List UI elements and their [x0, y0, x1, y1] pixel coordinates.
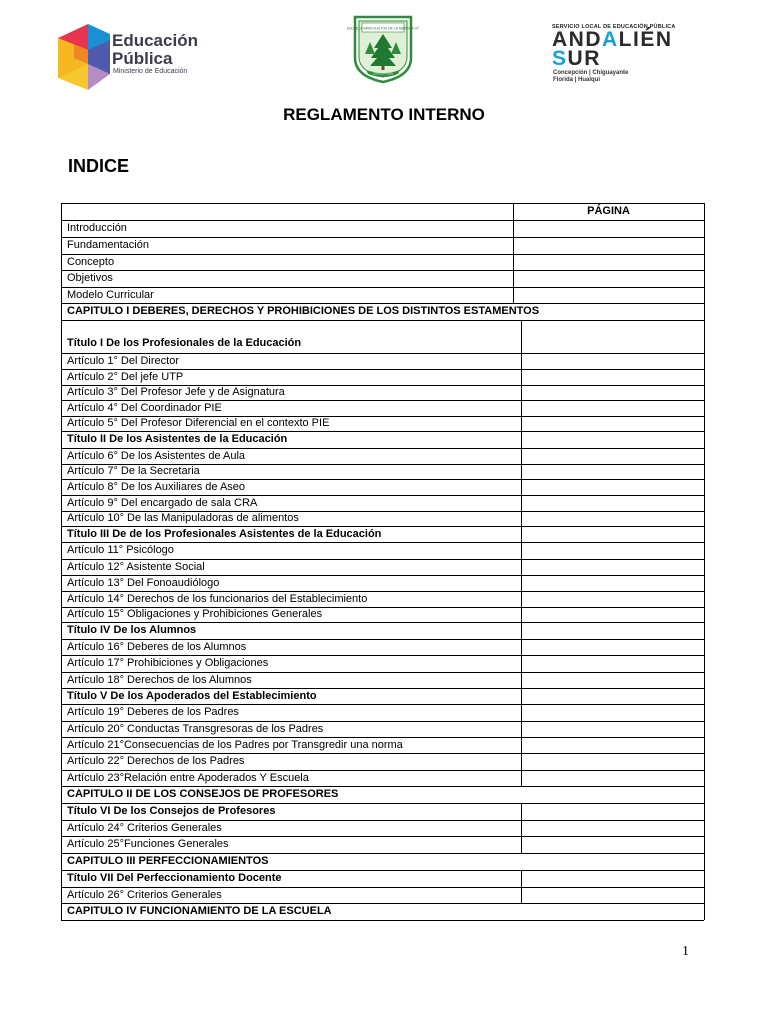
toc-entry: Artículo 7° De la Secretaria: [67, 465, 200, 477]
table-row-border: [61, 622, 704, 623]
table-column-divider: [521, 464, 522, 479]
toc-section-heading: Título III De de los Profesionales Asistentes de la Educación: [67, 528, 382, 540]
table-column-divider: [521, 737, 522, 753]
toc-entry: Artículo 11° Psicólogo: [67, 544, 174, 556]
toc-section-heading: Título IV De los Alumnos: [67, 624, 197, 636]
table-column-divider: [521, 542, 522, 559]
table-row-border: [61, 836, 704, 837]
table-row-border: [61, 870, 704, 871]
table-row-border: [61, 704, 704, 705]
toc-entry: Artículo 10° De las Manipuladoras de alimentos: [67, 512, 299, 524]
index-heading: INDICE: [68, 156, 130, 176]
table-row-border: [61, 303, 704, 304]
table-row-border: [61, 287, 704, 288]
table-column-divider: [521, 655, 522, 672]
table-row-border: [61, 237, 704, 238]
table-column-divider: [521, 836, 522, 853]
table-column-divider: [521, 559, 522, 575]
toc-entry: Artículo 23°Relación entre Apoderados Y Escuela: [67, 772, 309, 784]
toc-section-heading: Título VI De los Consejos de Profesores: [67, 805, 276, 817]
table-column-divider: [521, 887, 522, 903]
toc-entry: Concepto: [67, 256, 115, 268]
table-row-border: [61, 542, 704, 543]
toc-entry: Introducción: [67, 222, 127, 234]
table-column-divider: [521, 803, 522, 820]
toc-entry: Artículo 2° Del jefe UTP: [67, 371, 184, 383]
toc-entry: Artículo 8° De los Auxiliares de Aseo: [67, 481, 246, 493]
toc-entry: Artículo 18° Derechos de los Alumnos: [67, 674, 252, 686]
table-column-divider: [521, 320, 522, 353]
table-column-divider: [521, 721, 522, 737]
table-row-border: [61, 369, 704, 370]
toc-entry: Artículo 19° Deberes de los Padres: [67, 706, 239, 718]
table-column-divider: [521, 511, 522, 526]
table-row-border: [61, 448, 704, 449]
table-row-border: [61, 803, 704, 804]
table-row-border: [61, 920, 704, 921]
toc-entry: Artículo 3° Del Profesor Jefe y de Asignatura: [67, 386, 285, 398]
table-column-divider: [521, 431, 522, 448]
table-column-divider: [521, 448, 522, 464]
toc-entry: Artículo 1° Del Director: [67, 355, 179, 367]
toc-section-heading: CAPITULO IV FUNCIONAMIENTO DE LA ESCUELA: [67, 905, 332, 917]
table-column-divider: [521, 385, 522, 400]
table-column-divider: [521, 870, 522, 887]
toc-entry: Artículo 15° Obligaciones y Prohibiciones Generales: [67, 608, 323, 620]
table-row-border: [61, 853, 704, 854]
table-column-divider: [521, 607, 522, 622]
table-column-divider: [521, 672, 522, 688]
table-column-divider: [521, 688, 522, 704]
toc-section-heading: CAPITULO II DE LOS CONSEJOS DE PROFESORES: [67, 788, 339, 800]
table-row-border: [61, 591, 704, 592]
toc-entry: Artículo 12° Asistente Social: [67, 561, 205, 573]
table-row-border: [61, 559, 704, 560]
educacion-publica-logo: [58, 24, 208, 90]
table-column-divider: [521, 575, 522, 591]
table-outer-border: [704, 203, 705, 920]
table-column-divider: [521, 369, 522, 385]
toc-entry: Artículo 26° Criterios Generales: [67, 889, 222, 901]
table-column-divider: [521, 770, 522, 786]
toc-section-heading: Título V De los Apoderados del Establecimiento: [67, 690, 317, 702]
table-row-border: [61, 203, 704, 204]
table-row-border: [61, 575, 704, 576]
table-column-divider: [521, 353, 522, 369]
table-column-divider: [521, 591, 522, 607]
table-row-border: [61, 786, 704, 787]
index-table: [61, 203, 704, 920]
crest-seal-text: ESCUELA BÁSICA ALTOS DE LA SIERRA F-N°: [346, 26, 420, 31]
table-row-border: [61, 320, 704, 321]
educacion-publica-mark-icon: [58, 24, 110, 90]
toc-entry: Artículo 4° Del Coordinador PIE: [67, 402, 222, 414]
toc-entry: Artículo 21°Consecuencias de los Padres por Transgredir una norma: [67, 739, 403, 751]
table-column-divider: [513, 220, 514, 237]
table-column-divider: [513, 237, 514, 254]
toc-section-heading: Título II De los Asistentes de la Educación: [67, 433, 288, 445]
table-row-border: [61, 903, 704, 904]
table-row-border: [61, 400, 704, 401]
table-row-border: [61, 270, 704, 271]
toc-section-heading: Título I De los Profesionales de la Educación: [67, 337, 302, 349]
toc-section-heading: CAPITULO III PERFECCIONAMIENTOS: [67, 855, 269, 867]
school-crest-icon: [346, 14, 420, 84]
toc-entry: Artículo 24° Criterios Generales: [67, 822, 222, 834]
logo-text-ministerio: Ministerio de Educación: [113, 68, 188, 75]
toc-entry: Artículo 6° De los Asistentes de Aula: [67, 450, 246, 462]
logo-text-educacion: Educación: [112, 31, 198, 50]
table-row-border: [61, 820, 704, 821]
table-row-border: [61, 479, 704, 480]
page-column-header: PÁGINA: [587, 205, 630, 217]
table-row-border: [61, 495, 704, 496]
toc-entry: Artículo 5° Del Profesor Diferencial en el contexto PIE: [67, 417, 330, 429]
page-number: 1: [682, 944, 689, 959]
toc-section-heading: CAPITULO I DEBERES, DERECHOS Y PROHIBICIONES DE LOS DISTINTOS ESTAMENTOS: [67, 305, 540, 317]
table-column-divider: [521, 479, 522, 495]
logo-communes-line2: Florida | Hualqui: [553, 77, 601, 83]
table-row-border: [61, 639, 704, 640]
table-row-border: [61, 887, 704, 888]
table-row-border: [61, 353, 704, 354]
logo-andalien-text: ANDALIÉN: [552, 28, 673, 51]
table-row-border: [61, 220, 704, 221]
toc-entry: Artículo 14° Derechos de los funcionarios del Establecimiento: [67, 593, 368, 605]
table-column-divider: [513, 270, 514, 287]
crest-ribbon-text: CONCEPCIÓN: [372, 71, 394, 76]
table-column-divider: [521, 704, 522, 721]
table-row-border: [61, 770, 704, 771]
table-row-border: [61, 431, 704, 432]
table-column-divider: [521, 622, 522, 639]
table-row-border: [61, 737, 704, 738]
table-column-divider: [521, 820, 522, 836]
toc-entry: Artículo 16° Deberes de los Alumnos: [67, 641, 247, 653]
toc-entry: Artículo 22° Derechos de los Padres: [67, 755, 245, 767]
table-row-border: [61, 721, 704, 722]
toc-entry: Modelo Curricular: [67, 289, 154, 301]
toc-entry: Artículo 20° Conductas Transgresoras de los Padres: [67, 723, 324, 735]
logo-sur-text: SUR: [552, 47, 601, 70]
andalien-sur-logo: [552, 24, 722, 86]
table-column-divider: [513, 287, 514, 303]
table-column-divider: [521, 639, 522, 655]
table-column-divider: [521, 400, 522, 416]
toc-entry: Objetivos: [67, 272, 113, 284]
toc-entry: Artículo 25°Funciones Generales: [67, 838, 229, 850]
school-crest-logo: [346, 14, 420, 84]
table-row-border: [61, 526, 704, 527]
table-column-divider: [521, 526, 522, 542]
toc-section-heading: Título VII Del Perfeccionamiento Docente: [67, 872, 282, 884]
table-column-divider: [521, 495, 522, 511]
toc-entry: Fundamentación: [67, 239, 149, 251]
toc-entry: Artículo 13° Del Fonoaudiólogo: [67, 577, 220, 589]
table-column-divider: [521, 753, 522, 770]
table-row-border: [61, 688, 704, 689]
toc-entry: Artículo 9° Del encargado de sala CRA: [67, 497, 258, 509]
table-outer-border: [61, 203, 62, 920]
logo-communes-line1: Concepción | Chiguayante: [553, 70, 629, 76]
logo-text-publica: Pública: [112, 49, 173, 68]
table-column-divider: [521, 416, 522, 431]
table-column-divider: [513, 203, 514, 220]
table-row-border: [61, 655, 704, 656]
document-title: REGLAMENTO INTERNO: [283, 105, 485, 124]
toc-entry: Artículo 17° Prohibiciones y Obligaciones: [67, 657, 269, 669]
table-row-border: [61, 753, 704, 754]
logo-service-text: SERVICIO LOCAL DE EDUCACIÓN PÚBLICA: [552, 24, 676, 30]
table-row-border: [61, 254, 704, 255]
table-column-divider: [513, 254, 514, 270]
table-row-border: [61, 672, 704, 673]
